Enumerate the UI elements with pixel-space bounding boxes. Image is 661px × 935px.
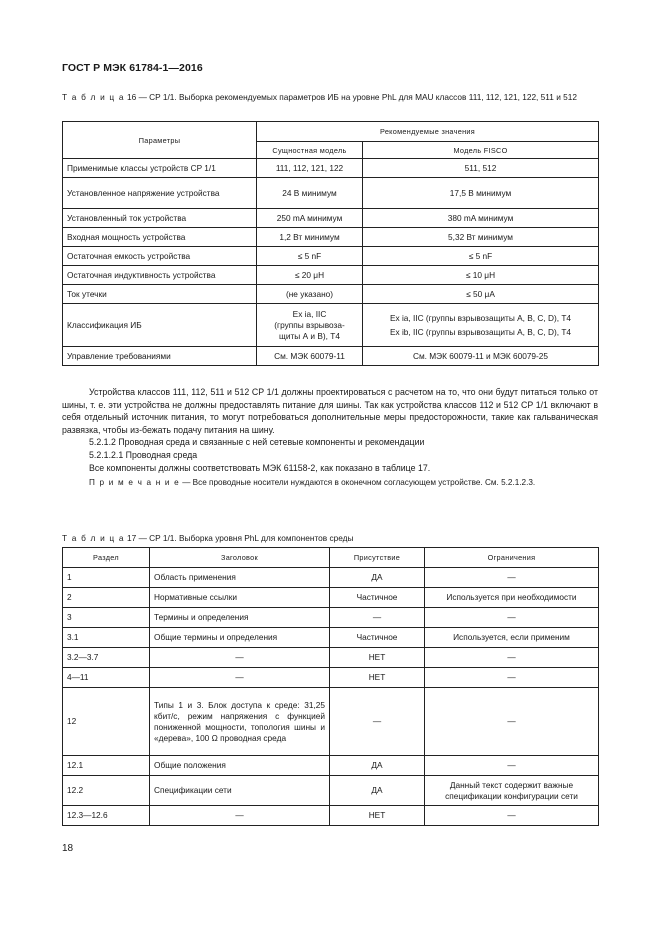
- table-row: [63, 178, 599, 209]
- section-cell: 1: [63, 568, 150, 588]
- table-16: [62, 121, 599, 366]
- title-cell: Нормативные ссылки: [150, 588, 330, 608]
- fisco-line: Ex ia, IIC (группы взрывозащиты А, В, С, D), Т4: [389, 312, 572, 323]
- presence-cell: —: [330, 688, 425, 756]
- entity-cell: (не указано): [257, 285, 363, 304]
- table17-header-presence: Присутствие: [330, 548, 425, 568]
- section-cell: 12: [63, 688, 150, 756]
- param-cell: Применимые классы устройств CP 1/1: [63, 159, 257, 178]
- table16-caption: [62, 92, 602, 103]
- table-row: [63, 608, 599, 628]
- fisco-cell: ≤ 5 nF: [363, 247, 599, 266]
- table-17: [62, 547, 599, 826]
- fisco-cell: 5,32 Вт минимум: [363, 228, 599, 247]
- section-cell: 12.3—12.6: [63, 806, 150, 826]
- param-cell: Установленный ток устройства: [63, 209, 257, 228]
- entity-cell: 250 mA минимум: [257, 209, 363, 228]
- section-heading: 5.2.1.2.1 Проводная среда: [89, 449, 198, 460]
- section-heading: 5.2.1.2 Проводная среда и связанные с ней сетевые компоненты и рекомендации: [89, 437, 425, 448]
- entity-line: щиты А и В), Т4: [279, 330, 340, 341]
- param-cell: Ток утечки: [63, 285, 257, 304]
- entity-cell: [257, 304, 363, 347]
- entity-line: Ex ia, IIC: [292, 308, 327, 319]
- table-row: [63, 568, 599, 588]
- table-row: [63, 588, 599, 608]
- fisco-cell: 380 mA минимум: [363, 209, 599, 228]
- fisco-line: Ex ib, IIC (группы взрывозащиты А, В, С, D), Т4: [389, 326, 572, 337]
- fisco-cell: См. МЭК 60079-11 и МЭК 60079-25: [363, 347, 599, 366]
- table17-caption: [62, 533, 602, 544]
- entity-cell: 111, 112, 121, 122: [257, 159, 363, 178]
- param-cell: Остаточная индуктивность устройства: [63, 266, 257, 285]
- section-cell: 3.1: [63, 628, 150, 648]
- entity-cell: 24 В минимум: [257, 178, 363, 209]
- section-cell: 4—11: [63, 668, 150, 688]
- limits-cell: —: [425, 568, 599, 588]
- param-cell: Установленное напряжение устройства: [63, 178, 257, 209]
- table-row: [63, 756, 599, 776]
- table-row: [63, 776, 599, 806]
- presence-cell: —: [330, 608, 425, 628]
- table17-header-section: Раздел: [63, 548, 150, 568]
- limits-cell: Используется при необходимости: [425, 588, 599, 608]
- presence-cell: ДА: [330, 756, 425, 776]
- presence-cell: Частичное: [330, 588, 425, 608]
- entity-line: (группы взрывоза-: [274, 319, 345, 330]
- title-cell: Общие термины и определения: [150, 628, 330, 648]
- section-cell: 3.2—3.7: [63, 648, 150, 668]
- paragraph: Все компоненты должны соответствовать МЭК 61158-2, как показано в таблице 17.: [89, 462, 431, 473]
- table16-caption-text: 16 — CP 1/1. Выборка рекомендуемых параметров ИБ на уровне PhL для MAU классов 111, 112, 121, 122, 511 и 512: [127, 92, 577, 102]
- table16-header-params: Параметры: [63, 122, 257, 159]
- limits-cell: Используется, если применим: [425, 628, 599, 648]
- entity-cell: См. МЭК 60079-11: [257, 347, 363, 366]
- presence-cell: НЕТ: [330, 806, 425, 826]
- table-row: [63, 159, 599, 178]
- table-row: [63, 247, 599, 266]
- table-row: [63, 648, 599, 668]
- title-cell: Термины и определения: [150, 608, 330, 628]
- limits-cell: —: [425, 806, 599, 826]
- paragraph: Устройства классов 111, 112, 511 и 512 CP 1/1 должны проектироваться с расчетом на то, что они будут питаться только от шины, т. е. эти устройства не должны предоставлять питание для шины. Так как устройства классов 112 и 512 CP 1/1 включают в себя отдельный источник питания, то могут потребоваться дополнительные меры предосторожности, такие как гальваническая развязка, чтобы из-бежать подачу питания на шину.: [62, 387, 598, 435]
- section-cell: 2: [63, 588, 150, 608]
- param-cell: Управление требованиями: [63, 347, 257, 366]
- table16-caption-label: Т а б л и ц а: [62, 92, 125, 102]
- limits-cell: —: [425, 688, 599, 756]
- table-row: [63, 266, 599, 285]
- note-label: П р и м е ч а н и е: [89, 478, 180, 488]
- table-row: [63, 668, 599, 688]
- table17-header-limits: Ограничения: [425, 548, 599, 568]
- table-row: [63, 688, 599, 756]
- section-cell: 12.2: [63, 776, 150, 806]
- presence-cell: ДА: [330, 776, 425, 806]
- title-cell: Спецификации сети: [150, 776, 330, 806]
- fisco-cell: ≤ 50 μA: [363, 285, 599, 304]
- table-row: [63, 285, 599, 304]
- entity-cell: ≤ 20 μH: [257, 266, 363, 285]
- presence-cell: НЕТ: [330, 648, 425, 668]
- title-cell: —: [150, 648, 330, 668]
- presence-cell: ДА: [330, 568, 425, 588]
- body-text: [62, 386, 598, 490]
- section-cell: 12.1: [63, 756, 150, 776]
- table-row: [63, 304, 599, 347]
- presence-cell: Частичное: [330, 628, 425, 648]
- table-row: [63, 228, 599, 247]
- title-cell: Общие положения: [150, 756, 330, 776]
- note: [62, 477, 598, 490]
- note-text: — Все проводные носители нуждаются в оконечном согласующем устройстве. См. 5.2.1.2.3.: [179, 478, 536, 488]
- table16-header-fisco: Модель FISCO: [363, 142, 599, 159]
- table16-header-recommended: Рекомендуемые значения: [257, 122, 599, 142]
- table-row: [63, 209, 599, 228]
- fisco-cell: [363, 304, 599, 347]
- table17-header-title: Заголовок: [150, 548, 330, 568]
- section-cell: 3: [63, 608, 150, 628]
- param-cell: Входная мощность устройства: [63, 228, 257, 247]
- limits-cell: —: [425, 756, 599, 776]
- title-cell: —: [150, 806, 330, 826]
- table-row: [63, 628, 599, 648]
- page-number: 18: [62, 843, 74, 854]
- title-cell: —: [150, 668, 330, 688]
- limits-cell: —: [425, 668, 599, 688]
- fisco-cell: ≤ 10 μH: [363, 266, 599, 285]
- limits-cell: —: [425, 648, 599, 668]
- document-header: ГОСТ Р МЭК 61784-1—2016: [62, 62, 203, 74]
- entity-cell: ≤ 5 nF: [257, 247, 363, 266]
- table17-caption-label: Т а б л и ц а: [62, 533, 125, 543]
- table-row: [63, 347, 599, 366]
- param-cell: Классификация ИБ: [63, 304, 257, 347]
- table16-header-entity: Сущностная модель: [257, 142, 363, 159]
- title-cell: Типы 1 и 3. Блок доступа к среде: 31,25 кбит/с, режим напряжения с функцией пониженной мощности, топология шины и «дерева», 100 Ω проводная среда: [150, 688, 330, 756]
- table-row: [63, 806, 599, 826]
- fisco-cell: 17,5 В минимум: [363, 178, 599, 209]
- title-cell: Область применения: [150, 568, 330, 588]
- entity-cell: 1,2 Вт минимум: [257, 228, 363, 247]
- limits-cell: —: [425, 608, 599, 628]
- presence-cell: НЕТ: [330, 668, 425, 688]
- limits-cell: Данный текст содержит важные спецификации конфигурации сети: [425, 776, 599, 806]
- table17-caption-text: 17 — CP 1/1. Выборка уровня PhL для компонентов среды: [127, 533, 354, 543]
- fisco-cell: 511, 512: [363, 159, 599, 178]
- param-cell: Остаточная емкость устройства: [63, 247, 257, 266]
